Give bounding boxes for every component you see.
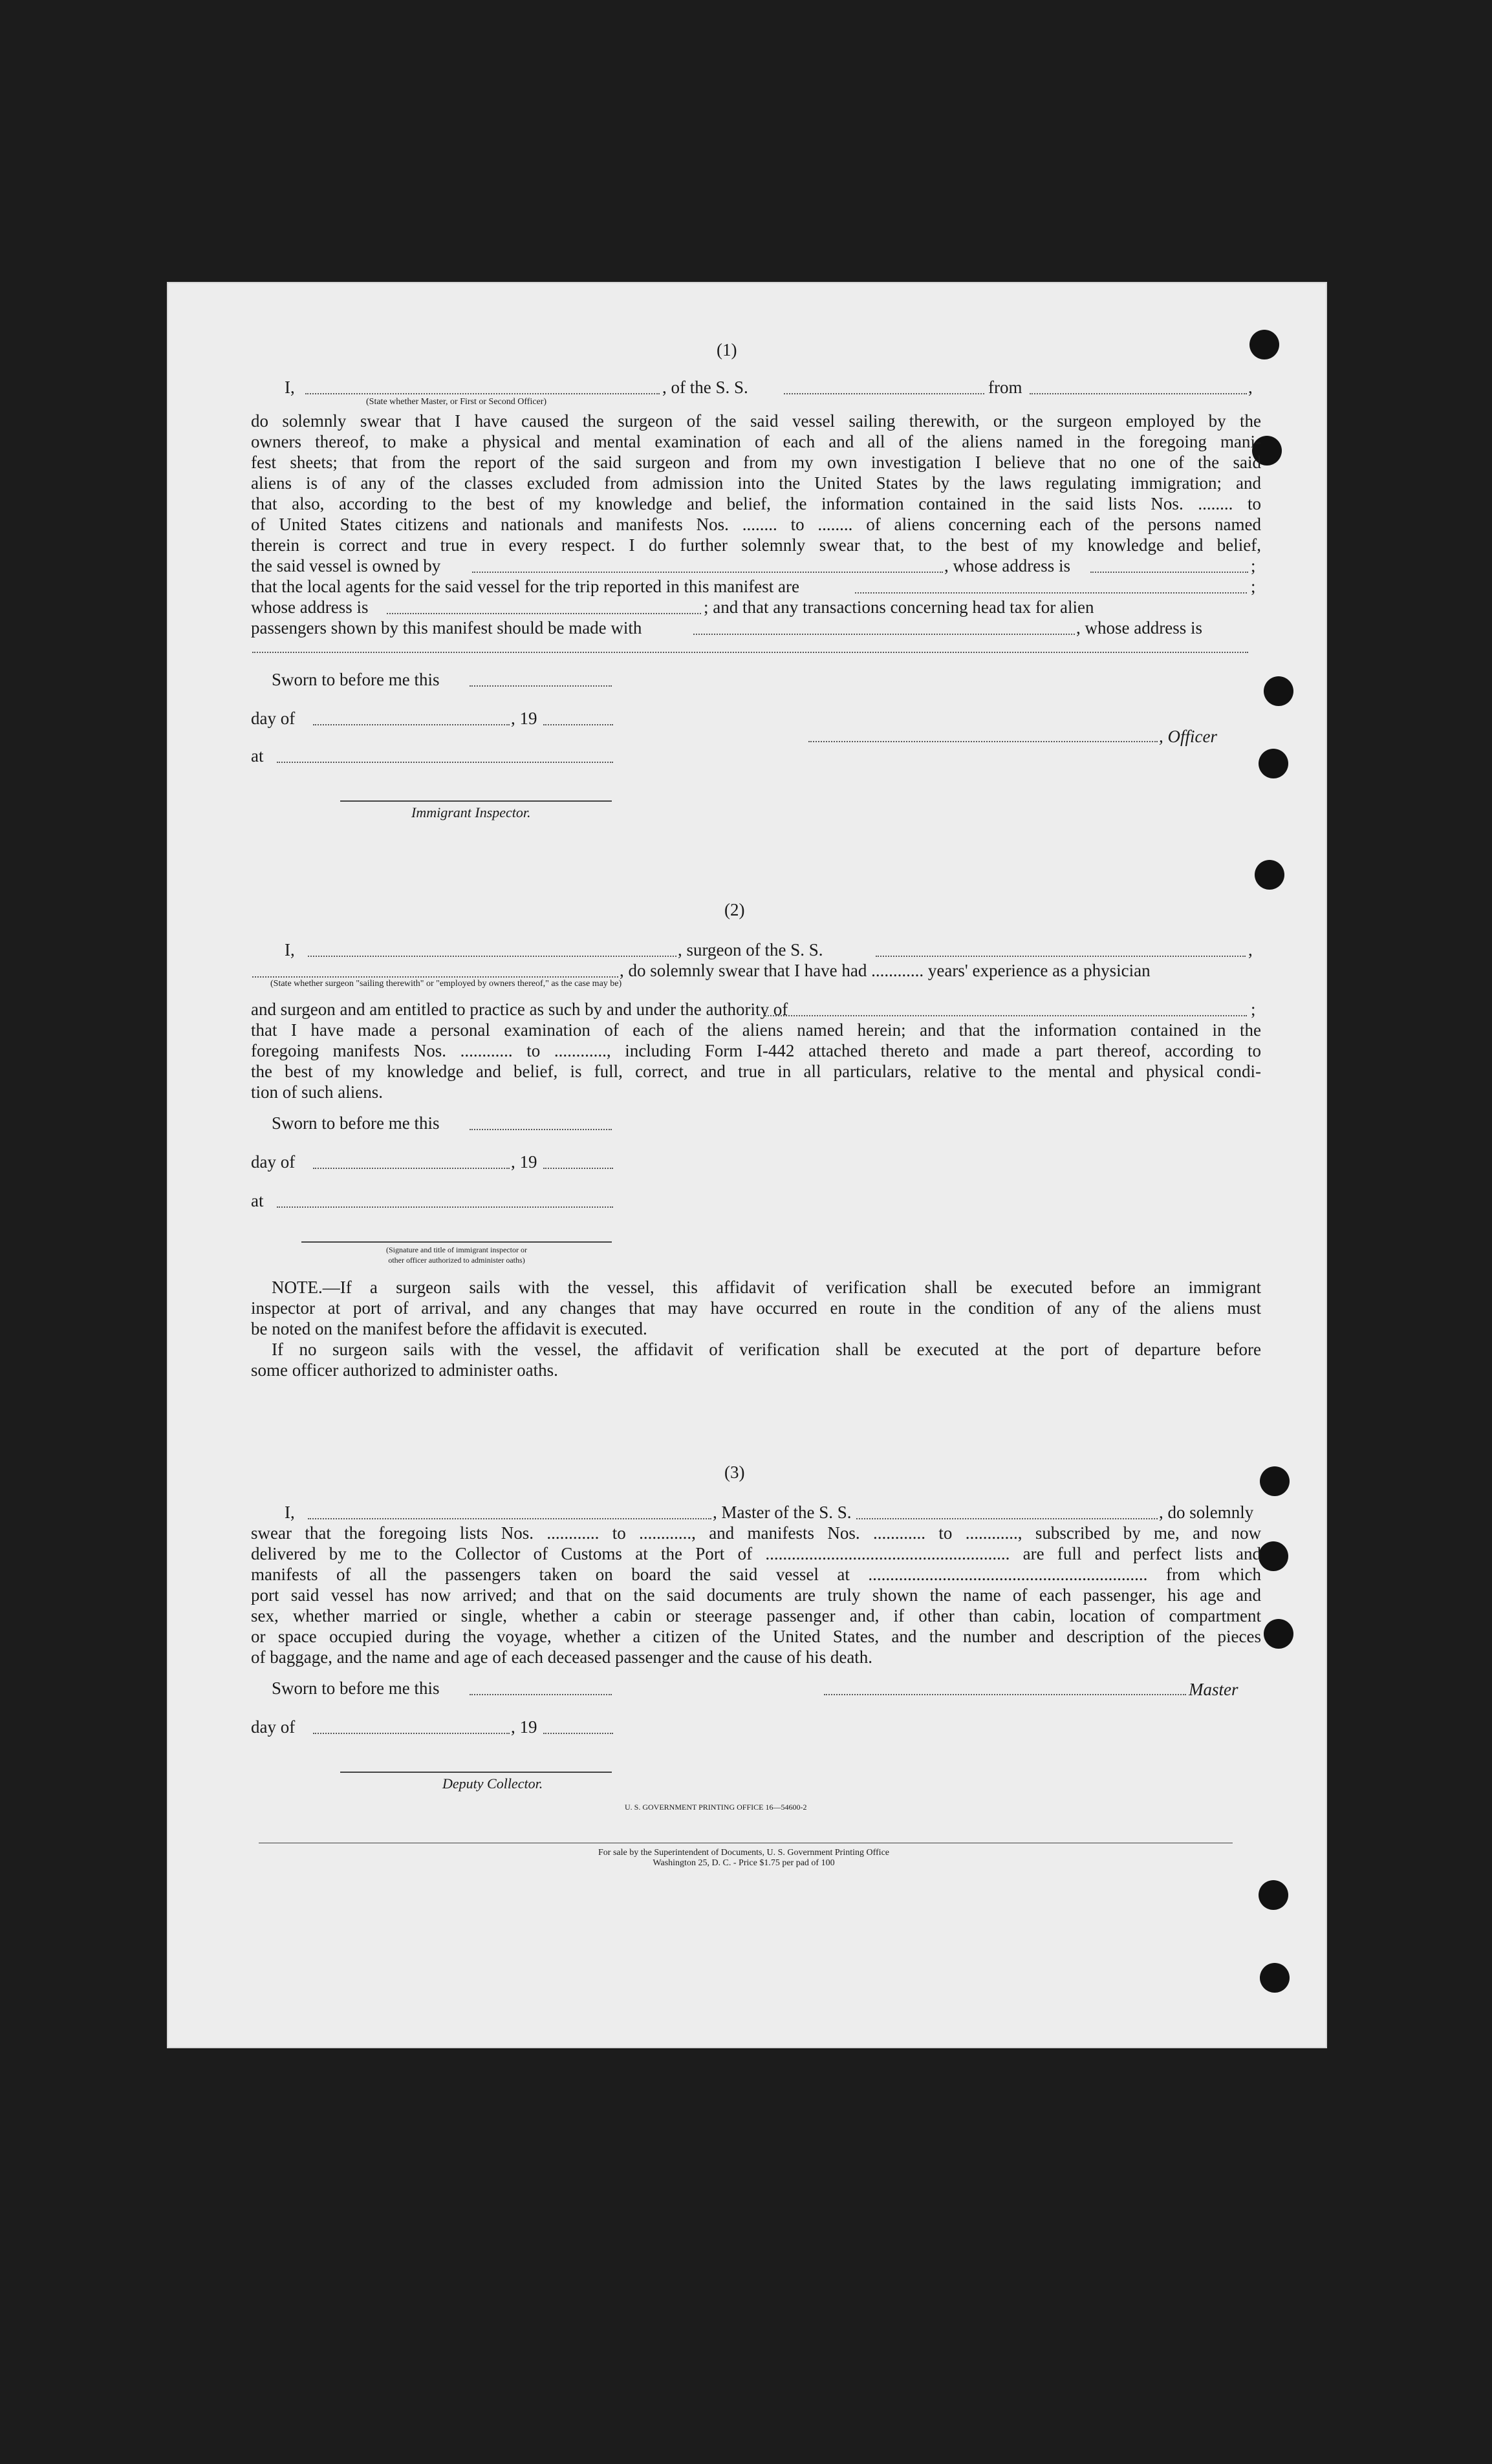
oath-line: do solemnly swear that I have caused the surgeon of the said vessel sailing therewith, or the surgeon employed by the xyxy=(251,411,1261,431)
binder-hole xyxy=(1264,1619,1293,1649)
authority-field xyxy=(763,1015,1247,1016)
year-field xyxy=(543,1733,613,1734)
officer-label: , Officer xyxy=(1159,727,1217,746)
binder-hole xyxy=(1260,1466,1290,1496)
sworn-date-field xyxy=(470,1129,612,1130)
owner-field xyxy=(472,572,943,573)
section-number: (1) xyxy=(717,340,737,359)
oath-line: owners thereof, to make a physical and mental examination of each and all of the aliens named in the foregoing mani- xyxy=(251,432,1261,451)
owned-by-label: the said vessel is owned by xyxy=(251,556,441,575)
at-label: at xyxy=(251,746,264,766)
place-field xyxy=(277,762,613,763)
inspector-label: Immigrant Inspector. xyxy=(411,804,531,820)
note-line: NOTE.—If a surgeon sails with the vessel, this affidavit of verification shall be executed before an immigrant xyxy=(272,1278,1261,1297)
day-of-label: day of xyxy=(251,1717,296,1737)
field-note: (State whether Master, or First or Second Officer) xyxy=(366,397,547,407)
oath-line: delivered by me to the Collector of Customs at the Port of ........................................................ are full and perfect lists and xyxy=(251,1544,1261,1563)
owner-address-field xyxy=(1090,572,1248,573)
sworn-label: Sworn to before me this xyxy=(272,1678,440,1698)
binder-hole xyxy=(1264,676,1293,706)
of-ss-label: , of the S. S. xyxy=(662,378,748,397)
oath-line: that I have made a personal examination of each of the aliens named herein; and that the information contained in the xyxy=(251,1020,1261,1040)
oath-line: foregoing manifests Nos. ............ to ............, including Form I-442 attached thereto and made a part thereof, according to xyxy=(251,1041,1261,1060)
from-label: from xyxy=(988,378,1022,397)
signature-line xyxy=(340,1772,612,1773)
section-number: (2) xyxy=(724,900,745,919)
deputy-collector-label: Deputy Collector. xyxy=(442,1775,543,1792)
oath-line: fest sheets; that from the report of the said surgeon and from my own investigation I believe that no one of the said xyxy=(251,453,1261,472)
year-field xyxy=(543,724,613,725)
binder-hole xyxy=(1259,1880,1288,1910)
section-number: (3) xyxy=(724,1462,745,1482)
sworn-label: Sworn to before me this xyxy=(272,1113,440,1133)
oath-line: tion of such aliens. xyxy=(251,1082,383,1102)
oath-line: or space occupied during the voyage, whether a citizen of the United States, and the number and description of the pieces xyxy=(251,1627,1261,1646)
sworn-date-field xyxy=(470,1694,612,1695)
sale-note: Washington 25, D. C. - Price $1.75 per pad of 100 xyxy=(653,1858,835,1868)
master-label: I, xyxy=(285,1503,295,1522)
affiant-name-field xyxy=(305,393,660,394)
agents-address-field xyxy=(387,613,701,614)
oath-line: aliens is of any of the classes excluded from admission into the United States by the laws regulating immigration; and xyxy=(251,473,1261,493)
note-line: be noted on the manifest before the affidavit is executed. xyxy=(251,1319,647,1338)
surgeon-name-field xyxy=(308,956,676,957)
agents-field xyxy=(855,592,1247,594)
surgeon-status-field xyxy=(252,976,618,978)
surgeon-label: I, xyxy=(285,940,295,959)
master-name-field xyxy=(308,1518,711,1519)
vessel-name-field xyxy=(876,956,1246,957)
head-tax-address-field xyxy=(252,652,1248,653)
officer-signature-field xyxy=(808,741,1158,742)
vessel-name-field xyxy=(784,393,984,394)
signature-line xyxy=(301,1241,612,1243)
signature-line xyxy=(340,800,612,802)
gpo-code: U. S. GOVERNMENT PRINTING OFFICE 16—54600-2 xyxy=(625,1803,807,1812)
binder-hole xyxy=(1259,1541,1288,1571)
month-field xyxy=(313,1168,510,1169)
binder-hole xyxy=(1249,330,1279,359)
note-line: some officer authorized to administer oaths. xyxy=(251,1360,558,1380)
note-line: If no surgeon sails with the vessel, the affidavit of verification shall be executed at the port of departure before xyxy=(272,1340,1261,1359)
place-field xyxy=(277,1206,613,1208)
oath-line: of baggage, and the name and age of each deceased passenger and the cause of his death. xyxy=(251,1647,873,1667)
binder-hole xyxy=(1259,749,1288,778)
oath-line: therein is correct and true in every respect. I do further solemnly swear that, to the best of my knowledge and belief, xyxy=(251,535,1261,555)
year-field xyxy=(543,1168,613,1169)
oath-line: port said vessel has now arrived; and that on the said documents are truly shown the name of each passenger, his age and xyxy=(251,1585,1261,1605)
month-field xyxy=(313,1733,510,1734)
binder-hole xyxy=(1255,860,1284,890)
binder-hole xyxy=(1260,1963,1290,1993)
sworn-date-field xyxy=(470,685,612,687)
field-note: (State whether surgeon "sailing therewith" or "employed by owners thereof," as the case may be) xyxy=(270,979,622,989)
master-signature-field xyxy=(824,1694,1186,1695)
month-field xyxy=(313,724,510,725)
day-of-label: day of xyxy=(251,1152,296,1172)
oath-line: sex, whether married or single, whether a cabin or steerage passenger and, if other than cabin, location of compartment xyxy=(251,1606,1261,1625)
agents-label: that the local agents for the said vessel for the trip reported in this manifest are xyxy=(251,577,799,596)
vessel-name-field xyxy=(856,1518,1158,1519)
head-tax-party-field xyxy=(693,634,1075,635)
affidavit-sheet: (1) I, , of the S. S. from , (State whether Master, or First or Second Officer) do solemnly swear that I have caused the surgeon of the said vessel sailing therewith, or the surgeon employed by the owners thereof, to make a physical and mental examination of each and all of the aliens named in the foregoing mani- fest sheets; that from the report of the said surgeon and from my own investigation I believe that no one of the said aliens is of any of the classes excluded from admission into the United States by the laws regulating immigration; and that also, according to the best of my knowledge and belief, the information contained in the said lists Nos. ........ to of United States citizens and nationals and manifests Nos. ........ to ........ of aliens concerning each of the persons named therein is correct and true in every respect. I do further solemnly swear that, to the best of my knowledge and belief, the said vessel is owned by , whose address is ; that the local agents for the said vessel for the trip reported in this manifest are ; whose address is ; and that any transactions concerning head tax for alien passengers shown by this manifest should be made with , whose address is Sworn to before me this day of , 19 , Officer at Immigrant Inspector. (2) I, , surgeon of the S. S. , , do solemnly swear that I have had ............ years' experience as a physician (State whether surgeon "sailing therewith" or "employed by owners thereof," as the case may be) and surgeon and am entitled to practice as such by and under the authority of ; that I have made a personal examination of each of the aliens named herein; and that the information contained in the foregoing manifests Nos. ............ to ............, including Form I-442 attached thereto and made a part thereof, according to the best of my knowledge and belief, is full, correct, and true in all particulars, relative to the mental and physical condi- tion of such aliens. Sworn to before me this day of , 19 at (Signature and title of immigrant inspector or other officer authorized to administer oaths) NOTE.—If a surgeon sails with the vessel, this affidavit of verification shall be executed before an immigrant inspector at port of arrival, and any changes that may have occurred en route in the condition of any of the aliens must be noted on the manifest before the affidavit is executed. If no surgeon sails with the vessel, the affidavit of verification shall be executed at the port of departure before some officer authorized to administer oaths. (3) I, , Master of the S. S. , do solemnly swear that the foregoing lists Nos. ............ to ............, and manifests Nos. ............ to ............, subscribed by me, and now delivered by me to the Collector of Customs at the Port of ........................................................ are full and perfect lists and manifests of all the passengers taken on board the said vessel at ................................................................ from which port said vessel has now arrived; and that on the said documents are truly shown the name of each passenger, his age and sex, whether married or single, whether a cabin or steerage passenger and, if other than cabin, location of compartment or space occupied during the voyage, whether a citizen of the United States, and the number and description of the pieces of baggage, and the name and age of each deceased passenger and the cause of his death. Sworn to before me this Master day of , 19 Deputy Collector. U. S. GOVERNMENT PRINTING OFFICE 16—54600-2 For sale by the Superintendent of Documents, U. S. Government Printing Office Washington 25, D. C. - Price $1.75 per pad of 100 xyxy=(168,283,1326,2047)
oath-line: swear that the foregoing lists Nos. ............ to ............, and manifests Nos. ............ to ............, subscribed by me, and now xyxy=(251,1523,1261,1543)
oath-line: the best of my knowledge and belief, is full, correct, and true in all particulars, relative to the mental and physical condi- xyxy=(251,1062,1261,1081)
master-title-label: Master xyxy=(1189,1680,1238,1699)
day-of-label: day of xyxy=(251,709,296,728)
at-label: at xyxy=(251,1191,264,1210)
oath-line: manifests of all the passengers taken on board the said vessel at ................................................................ from which xyxy=(251,1565,1261,1584)
oath-line: that also, according to the best of my knowledge and belief, the information contained in the said lists Nos. ........ to xyxy=(251,494,1261,513)
sale-note: For sale by the Superintendent of Documents, U. S. Government Printing Office xyxy=(598,1848,889,1858)
note-line: inspector at port of arrival, and any changes that may have occurred en route in the condition of any of the aliens must xyxy=(251,1298,1261,1318)
departure-port-field xyxy=(1030,393,1247,394)
oath-line: of United States citizens and nationals and manifests Nos. ........ to ........ of aliens concerning each of the persons named xyxy=(251,515,1261,534)
affiant-label: I, xyxy=(285,378,295,397)
sworn-label: Sworn to before me this xyxy=(272,670,440,689)
